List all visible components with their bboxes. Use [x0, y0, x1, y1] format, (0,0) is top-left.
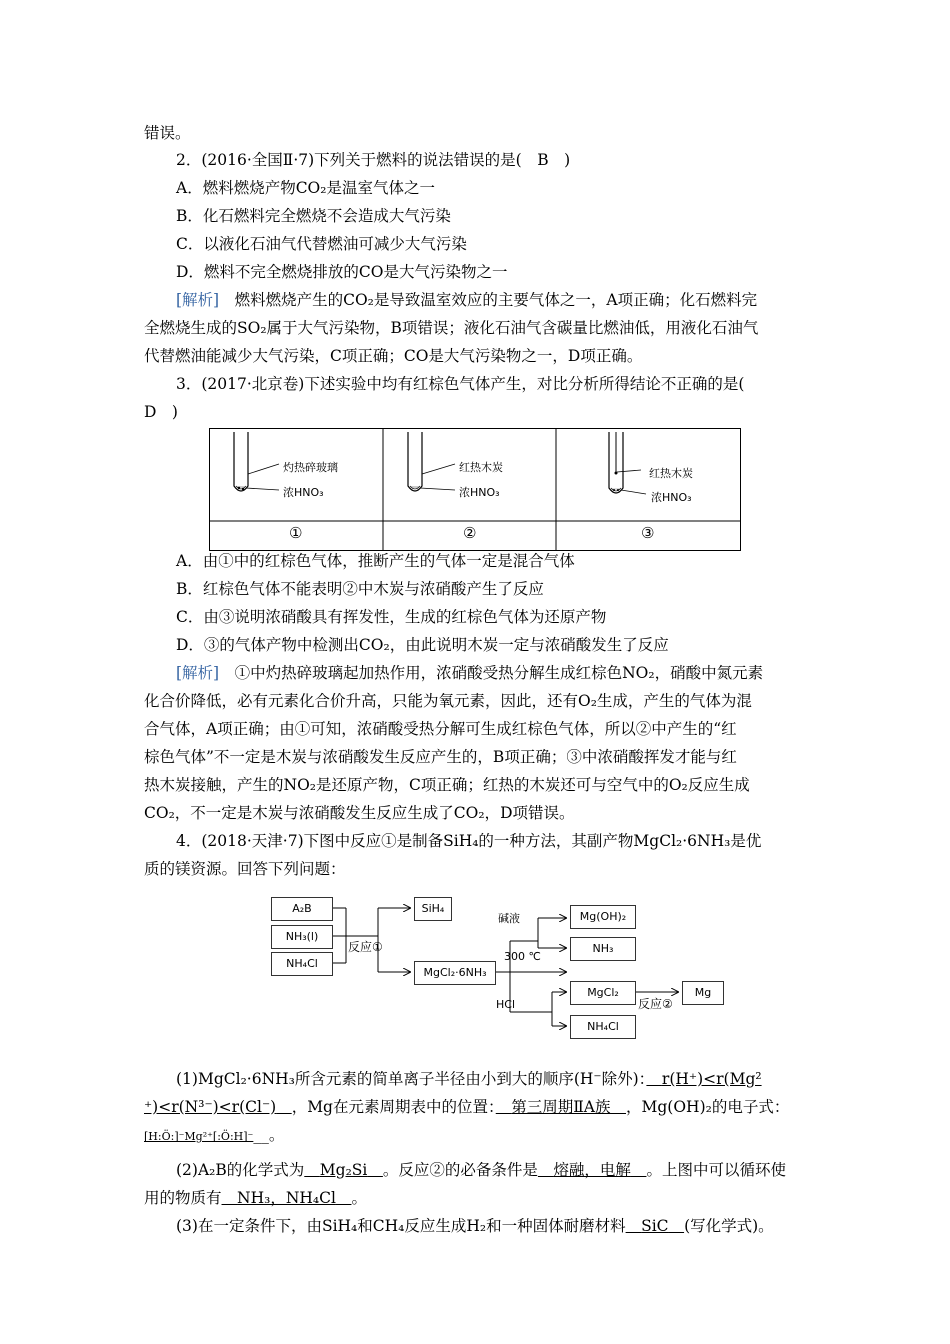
- q4-part3: [176, 1215, 774, 1237]
- q3-analysis-line: 棕色气体”不一定是木炭与浓硝酸发生反应产生的，B项正确；③中浓硝酸挥发才能与红: [144, 748, 737, 766]
- text-line: 错误。: [144, 124, 191, 142]
- hcl-label: HCl: [496, 998, 516, 1011]
- q4-part2: [176, 1159, 786, 1181]
- label-hno3: 浓HNO₃: [651, 491, 692, 504]
- experiment-figure: [209, 428, 741, 551]
- answer-blank: SiC: [641, 1217, 669, 1235]
- q2-option-a: A．燃料燃烧产物CO₂是温室气体之一: [176, 179, 435, 197]
- exp-number: ③: [641, 524, 655, 542]
- analysis-tag: [解析]: [176, 291, 220, 309]
- q4-part1: [H:Ö:]⁻Mg²⁺[:Ö:H]⁻__。: [144, 1126, 285, 1144]
- q3-option-d: D．③的气体产物中检测出CO₂，由此说明木炭一定与浓硝酸发生了反应: [176, 636, 669, 654]
- q3-analysis-line: [176, 662, 763, 684]
- label-charcoal: 红热木炭: [649, 467, 693, 480]
- answer-blank: r(H⁺)<r(Mg²: [661, 1070, 762, 1088]
- q4-part2: 用的物质有 NH₃，NH₄Cl 。: [144, 1189, 367, 1207]
- answer-blank: 熔融，电解: [553, 1161, 631, 1179]
- electron-formula: [H:Ö:]⁻Mg²⁺[:Ö:H]⁻: [144, 1130, 254, 1143]
- part1-text: ，Mg在元素周期表中的位置：: [291, 1098, 496, 1116]
- answer-blank: 第三周期ⅡA族: [511, 1098, 611, 1116]
- flow-diagram: [268, 892, 728, 1042]
- part2-text: 用的物质有: [144, 1189, 222, 1207]
- part2-text: 。反应②的必备条件是: [382, 1161, 538, 1179]
- test-tube-icon: [408, 432, 455, 491]
- part2-text: (2)A₂B的化学式为: [176, 1161, 305, 1179]
- q4-stem: 质的镁资源。回答下列问题：: [144, 860, 346, 878]
- answer-blank: NH₃，NH₄Cl: [237, 1189, 336, 1207]
- flow-box-a2b: A₂B: [271, 897, 333, 921]
- flow-box-mgoh2: Mg(OH)₂: [570, 905, 636, 929]
- q3-stem: D ): [144, 403, 178, 421]
- q3-analysis-line: 化合价降低，必有元素化合价升高，只能为氧元素，因此，还有O₂生成，产生的气体为混: [144, 692, 752, 710]
- part1-text: (1)MgCl₂·6NH₃所含元素的简单离子半径由小到大的顺序(H⁻除外)：: [176, 1070, 647, 1088]
- exp-number: ①: [289, 524, 303, 542]
- alkali-label: 碱液: [498, 912, 520, 925]
- q4-stem: 4．(2018·天津·7)下图中反应①是制备SiH₄的一种方法，其副产物MgCl₂·6NH₃是优: [176, 832, 762, 850]
- exp-number: ②: [463, 524, 477, 542]
- analysis-text: 燃料燃烧产生的CO₂是导致温室效应的主要气体之一，A项正确；化石燃料完: [219, 291, 758, 309]
- q3-analysis-line: CO₂，不一定是木炭与浓硝酸发生反应生成了CO₂，D项错误。: [144, 804, 575, 822]
- analysis-tag: [解析]: [176, 664, 220, 682]
- q3-option-c: C．由③说明浓硝酸具有挥发性，生成的红棕色气体为还原产物: [176, 608, 607, 626]
- answer-blank: Mg₂Si: [319, 1161, 368, 1179]
- q3-option-a: A．由①中的红棕色气体，推断产生的气体一定是混合气体: [176, 552, 575, 570]
- flow-box-nh4cl-out: NH₄Cl: [570, 1015, 636, 1039]
- part1-text: ，Mg(OH)₂的电子式：: [626, 1098, 790, 1116]
- flow-box-nh3-out: NH₃: [570, 937, 636, 961]
- flow-box-sih4: SiH₄: [414, 897, 452, 921]
- label-charcoal: 红热木炭: [459, 461, 503, 474]
- q3-option-b: B．红棕色气体不能表明②中木炭与浓硝酸产生了反应: [176, 580, 544, 598]
- test-tube-icon: [234, 432, 279, 491]
- q3-analysis-line: 合气体，A项正确；由①可知，浓硝酸受热分解可生成红棕色气体，所以②中产生的“红: [144, 720, 737, 738]
- q4-part1: [176, 1068, 762, 1090]
- test-tube-icon: [609, 432, 646, 494]
- flow-box-mg: Mg: [682, 981, 724, 1005]
- q4-part1: [144, 1096, 789, 1118]
- label-hno3: 浓HNO₃: [283, 486, 324, 499]
- part3-text: (写化学式)。: [684, 1217, 774, 1235]
- temp-label: 300 ℃: [504, 950, 541, 963]
- part2-text: 。上图中可以循环使: [646, 1161, 786, 1179]
- flow-box-mid: MgCl₂·6NH₃: [414, 961, 496, 985]
- q2-option-c: C．以液化石油气代替燃油可减少大气污染: [176, 235, 467, 253]
- reaction1-label: 反应①: [348, 940, 383, 954]
- answer-blank: ⁺)<r(N³⁻)<r(Cl⁻): [144, 1098, 277, 1116]
- label-hno3: 浓HNO₃: [459, 486, 500, 499]
- flow-box-nh3: NH₃(l): [271, 925, 333, 949]
- q2-stem: 2．(2016·全国Ⅱ·7)下列关于燃料的说法错误的是( B ): [176, 151, 571, 169]
- q2-option-b: B．化石燃料完全燃烧不会造成大气污染: [176, 207, 451, 225]
- part3-text: (3)在一定条件下，由SiH₄和CH₄反应生成H₂和一种固体耐磨材料: [176, 1217, 626, 1235]
- q3-stem: 3．(2017·北京卷)下述实验中均有红棕色气体产生，对比分析所得结论不正确的是(: [176, 375, 745, 393]
- label-hot-glass: 灼热碎玻璃: [283, 461, 338, 474]
- q2-analysis-line: 全燃烧生成的SO₂属于大气污染物，B项错误；液化石油气含碳量比燃油低，用液化石油气: [144, 319, 759, 337]
- q2-analysis-line: 代替燃油能减少大气污染，C项正确；CO是大气污染物之一，D项正确。: [144, 347, 643, 365]
- q2-option-d: D．燃料不完全燃烧排放的CO是大气污染物之一: [176, 263, 508, 281]
- analysis-text: ①中灼热碎玻璃起加热作用，浓硝酸受热分解生成红棕色NO₂，硝酸中氮元素: [219, 664, 764, 682]
- q2-analysis-line: [176, 289, 757, 311]
- flow-box-nh4cl: NH₄Cl: [271, 952, 333, 976]
- q3-analysis-line: 热木炭接触，产生的NO₂是还原产物，C项正确；红热的木炭还可与空气中的O₂反应生成: [144, 776, 750, 794]
- flow-box-mgcl2: MgCl₂: [570, 981, 636, 1005]
- reaction2-label: 反应②: [638, 997, 673, 1011]
